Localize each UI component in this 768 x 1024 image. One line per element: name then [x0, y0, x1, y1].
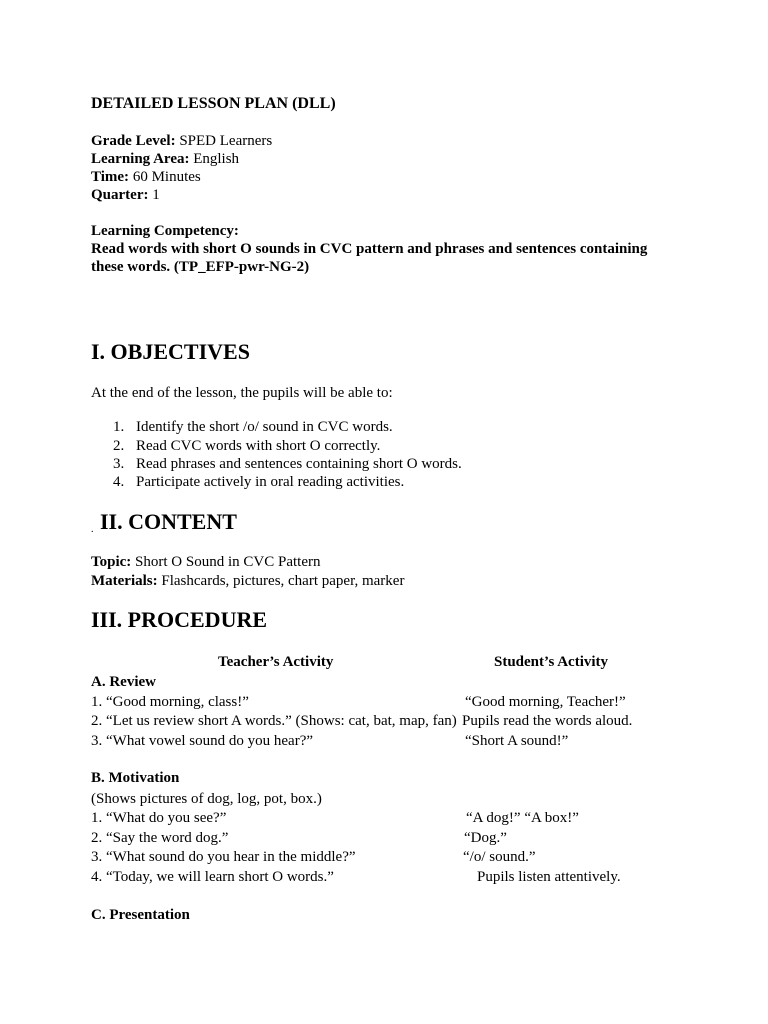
teacher-line: 3. “What sound do you hear in the middle?” — [91, 849, 356, 865]
info-label: Time: — [91, 169, 130, 185]
info-value: 60 Minutes — [132, 169, 201, 185]
teacher-line: 2. “Let us review short A words.” (Shows: cat, bat, map, fan) — [91, 713, 457, 729]
competency-line: these words. (TP_EFP-pwr-NG-2) — [91, 259, 310, 275]
info-value: SPED Learners — [179, 133, 273, 149]
content-topic — [91, 553, 320, 571]
objective-number: 4. — [113, 474, 125, 490]
topic-value: Short O Sound in CVC Pattern — [135, 554, 321, 570]
materials-label: Materials: — [91, 573, 158, 589]
teacher-line: 4. “Today, we will learn short O words.” — [91, 869, 334, 885]
info-label: Quarter: — [91, 187, 149, 203]
objective-number: 1. — [113, 419, 125, 435]
objective-number: 2. — [113, 438, 125, 454]
info-value: 1 — [152, 187, 160, 203]
content-prefix-mark: . — [91, 524, 94, 535]
student-line: Pupils listen attentively. — [477, 869, 621, 885]
competency-line: Read words with short O sounds in CVC pattern and phrases and sentences containing — [91, 241, 648, 257]
objectives-heading: I. OBJECTIVES — [91, 339, 250, 364]
info-quarter — [91, 186, 160, 204]
materials-value: Flashcards, pictures, chart paper, marker — [161, 573, 405, 589]
objective-text: Identify the short /o/ sound in CVC words. — [136, 419, 393, 435]
teacher-line: 1. “What do you see?” — [91, 810, 227, 826]
topic-label: Topic: — [91, 554, 132, 570]
review-heading: A. Review — [91, 674, 156, 690]
student-activity-header: Student’s Activity — [494, 654, 609, 670]
teacher-line: 2. “Say the word dog.” — [91, 830, 229, 846]
student-line: “/o/ sound.” — [463, 849, 536, 865]
info-label: Grade Level: — [91, 133, 176, 149]
teacher-line: 1. “Good morning, class!” — [91, 694, 249, 710]
teacher-line: 3. “What vowel sound do you hear?” — [91, 733, 314, 749]
info-grade-level — [91, 132, 272, 150]
info-value: English — [193, 151, 240, 167]
objective-text: Read CVC words with short O correctly. — [136, 438, 381, 454]
presentation-heading: C. Presentation — [91, 907, 190, 923]
info-time — [91, 168, 201, 186]
info-label: Learning Area: — [91, 151, 190, 167]
content-materials — [91, 572, 404, 590]
student-line: Pupils read the words aloud. — [462, 713, 633, 729]
motivation-note: (Shows pictures of dog, log, pot, box.) — [91, 791, 322, 807]
document-title: DETAILED LESSON PLAN (DLL) — [91, 95, 336, 112]
student-line: “Dog.” — [464, 830, 507, 846]
teacher-activity-header: Teacher’s Activity — [218, 654, 334, 670]
student-line: “A dog!” “A box!” — [466, 810, 579, 826]
objective-number: 3. — [113, 456, 125, 472]
competency-label: Learning Competency: — [91, 223, 239, 239]
objective-text: Read phrases and sentences containing short O words. — [136, 456, 462, 472]
procedure-heading: III. PROCEDURE — [91, 607, 268, 632]
objectives-intro: At the end of the lesson, the pupils will be able to: — [91, 385, 393, 401]
motivation-heading: B. Motivation — [91, 770, 180, 786]
content-heading: II. CONTENT — [100, 509, 237, 534]
info-learning-area — [91, 150, 239, 168]
objective-text: Participate actively in oral reading activities. — [136, 474, 405, 490]
student-line: “Good morning, Teacher!” — [465, 694, 626, 710]
student-line: “Short A sound!” — [465, 733, 569, 749]
